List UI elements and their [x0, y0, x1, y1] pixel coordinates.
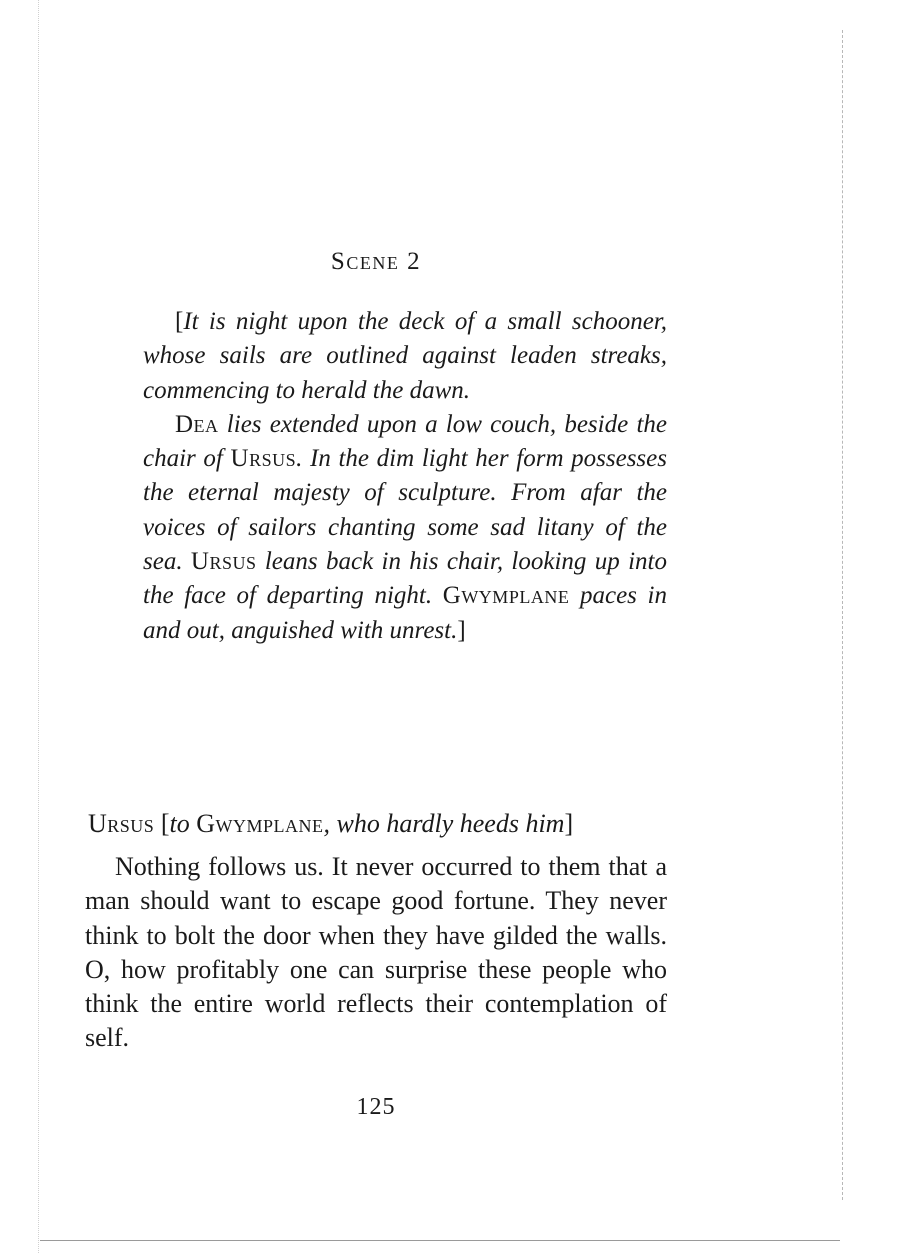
speaker-open-bracket: [ [154, 809, 170, 838]
stage-direction-paragraph-2 [143, 408, 667, 648]
stage-direction [143, 305, 667, 648]
character-ursus: Ursus [230, 445, 297, 473]
speaker-direction: , who hardly heeds him [323, 809, 565, 838]
stage-direction-text-1: It is night upon the deck of a small schooner, whose sails are outlined against leaden streaks, commencing to herald the dawn. [143, 308, 667, 404]
left-scan-edge [38, 0, 39, 1253]
speaker-to: to [169, 809, 190, 838]
open-bracket: [ [175, 308, 184, 335]
speech-text: Nothing follows us. It never occurred to them that a man should want to escape good fortune. They never think to bolt the door when they have gilded the walls. O, how profitably one can surprise these people who think the entire world reflects their contemplation of self. [85, 852, 667, 1053]
scene-word: Scene [330, 248, 400, 275]
character-gwymplane: Gwymplane [442, 582, 570, 610]
stage-direction-text-2b: . In the dim light her form possesses the eternal majesty of sculpture. From afar the voices of sailors chanting some sad litany of the sea. [143, 445, 667, 576]
bottom-scan-edge [40, 1240, 840, 1241]
speaker-target: Gwymplane [196, 809, 324, 838]
stage-direction-text-2a: lies extended upon a low couch, beside the chair of [143, 410, 667, 473]
stage-direction-text-2d: paces in and out, anguished with unrest. [143, 582, 667, 644]
speech [85, 850, 667, 1056]
right-scan-edge [842, 30, 843, 1200]
stage-direction-text-2c: leans back in his chair, looking up into the face of departing night. [143, 548, 667, 610]
speaker-name: Ursus [88, 809, 155, 838]
scene-heading [0, 248, 752, 276]
character-ursus-2: Ursus [190, 548, 257, 576]
stage-direction-paragraph-1 [143, 305, 667, 408]
speaker-close-bracket: ] [564, 809, 574, 838]
speaker-line [88, 806, 668, 842]
scene-number: 2 [407, 248, 422, 275]
page-number: 125 [356, 1094, 396, 1120]
close-bracket: ] [457, 616, 466, 644]
character-dea: Dea [175, 410, 219, 438]
